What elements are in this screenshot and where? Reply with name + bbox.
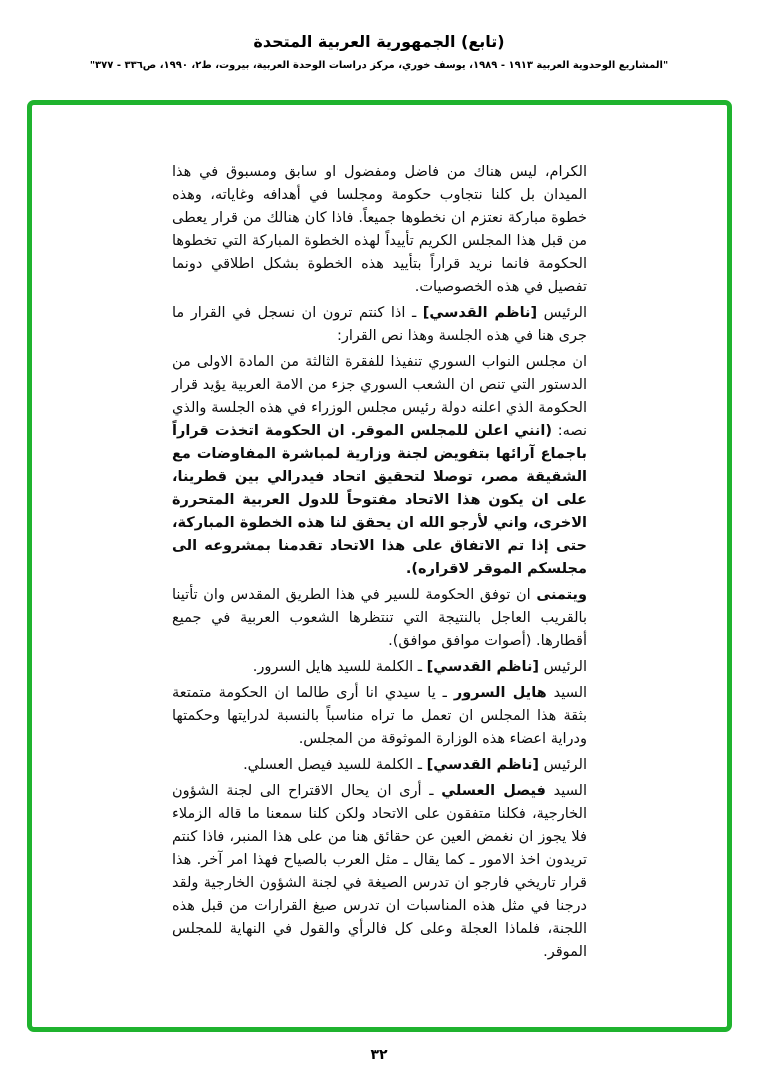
paragraph	[172, 780, 587, 964]
page-number: ٣٢	[370, 1047, 388, 1063]
emphasis: [ناظم القدسي]	[426, 757, 540, 773]
emphasis: [ناظم القدسي]	[422, 305, 538, 321]
emphasis: ويتمنى	[536, 587, 587, 603]
text-run: ان توفق الحكومة للسير في هذا الطريق المقدس وان تأتينا بالقريب العاجل بالنتيجة التي تنتظرها الشعوب العربية في جميع أقطارها. (أصوات موافق موافق).	[172, 587, 587, 649]
content-frame	[27, 100, 732, 1032]
text-run: ـ الكلمة للسيد فيصل العسلي.	[243, 757, 427, 773]
paragraph	[172, 656, 587, 679]
paragraph	[172, 351, 587, 581]
text-run: الرئيس	[537, 305, 587, 321]
text-run: ـ الكلمة للسيد هايل السرور.	[252, 659, 427, 675]
text-run: ـ اذا كنتم ترون ان نسجل في القرار ما جرى هنا في هذه الجلسة وهذا نص القرار:	[172, 305, 587, 344]
citation: "المشاريع الوحدوية العربية ١٩١٣ - ١٩٨٩، يوسف خوري، مركز دراسات الوحدة العربية، بيروت، ط٢، ١٩٩٠، ص٣٣٦ - ٣٧٧"	[89, 60, 669, 71]
emphasis: (انني اعلن للمجلس الموقر. ان الحكومة اتخذت قراراً باجماع آرائها بتفويض لجنة وزارية لمباشرة المفاوضات مع الشقيقة مصر، توصلا لتحقيق اتحاد فيدرالي بين قطرينا، على ان يكون هذا الاتحاد مفتوحاً للدول العربية المتحررة الاخرى، واني لأرجو الله ان يحقق لنا هذه الخطوة المباركة، حتى إذا تم الاتفاق على هذا الاتحاد تقدمنا بمشروعه الى مجلسكم الموقر لاقراره).	[172, 423, 587, 577]
text-run: ان مجلس النواب السوري تنفيذا للفقرة الثالثة من المادة الاولى من الدستور التي تنص ان الشعب السوري جزء من الامة العربية يؤيد قرار الحكومة الذي اعلنه دولة رئيس مجلس الوزراء في هذه الجلسة والذي نصه:	[172, 354, 587, 439]
text-run: ـ أرى ان يحال الاقتراح الى لجنة الشؤون الخارجية، فكلنا متفقون على الاتحاد ولكن كلنا سمعنا ما قاله الزملاء فلا يجوز ان نغمض العين عن حقائق هنا من على هذا المنبر، فاذا كنتم تريدون اخذ الامور ـ كما يقال ـ مثل العرب بالصياح فهذا امر آخر. هذا قرار تاريخي فارجو ان تدرس الصيغة في لجنة الشؤون الخارجية ولقد درجنا في مثل هذه المناسبات ان تدرس صيغ القرارات من قبل هذه اللجنة، فلماذا العجلة وعلى كل فالرأي والقول في النهاية للمجلس الموقر.	[172, 783, 587, 960]
text-run: الرئيس	[539, 659, 587, 675]
paragraph	[172, 161, 587, 299]
text-run: الكرام، ليس هناك من فاضل ومفضول او سابق ومسبوق في هذا الميدان بل كلنا نتجاوب حكومة ومجلسا في أهدافه وغاياته، وهذه خطوة مباركة نعتزم ان نخطوها جميعاً. فاذا كان هنالك من قرار يعطى من قبل هذا المجلس الكريم تأييداً لهذه الخطوة المباركة التي تخطوها الحكومة فانما نريد قراراً بتأييد هذه الخطوة بشكل اطلاقي دونما تفصيل في هذه الخصوصيات.	[172, 164, 587, 295]
page-footer	[0, 1044, 758, 1063]
text-run: الرئيس	[539, 757, 587, 773]
emphasis: فيصل العسلي	[441, 783, 546, 799]
text-run: السيد	[545, 783, 588, 799]
document-body	[172, 161, 587, 967]
paragraph	[172, 682, 587, 751]
page-title: (تابع) الجمهورية العربية المتحدة	[253, 32, 505, 51]
emphasis: هايل السرور	[453, 685, 547, 701]
paragraph	[172, 302, 587, 348]
emphasis: [ناظم القدسي]	[426, 659, 540, 675]
text-run: السيد	[546, 685, 588, 701]
paragraph	[172, 754, 587, 777]
page-header	[0, 32, 758, 71]
text-run: ـ يا سيدي انا أرى طالما ان الحكومة متمتعة بثقة هذا المجلس ان تعمل ما تراه مناسباً بالنسبة لدرايتها وحكمتها ودراية اعضاء هذه الوزارة الموثوقة من المجلس.	[172, 685, 587, 747]
paragraph	[172, 584, 587, 653]
